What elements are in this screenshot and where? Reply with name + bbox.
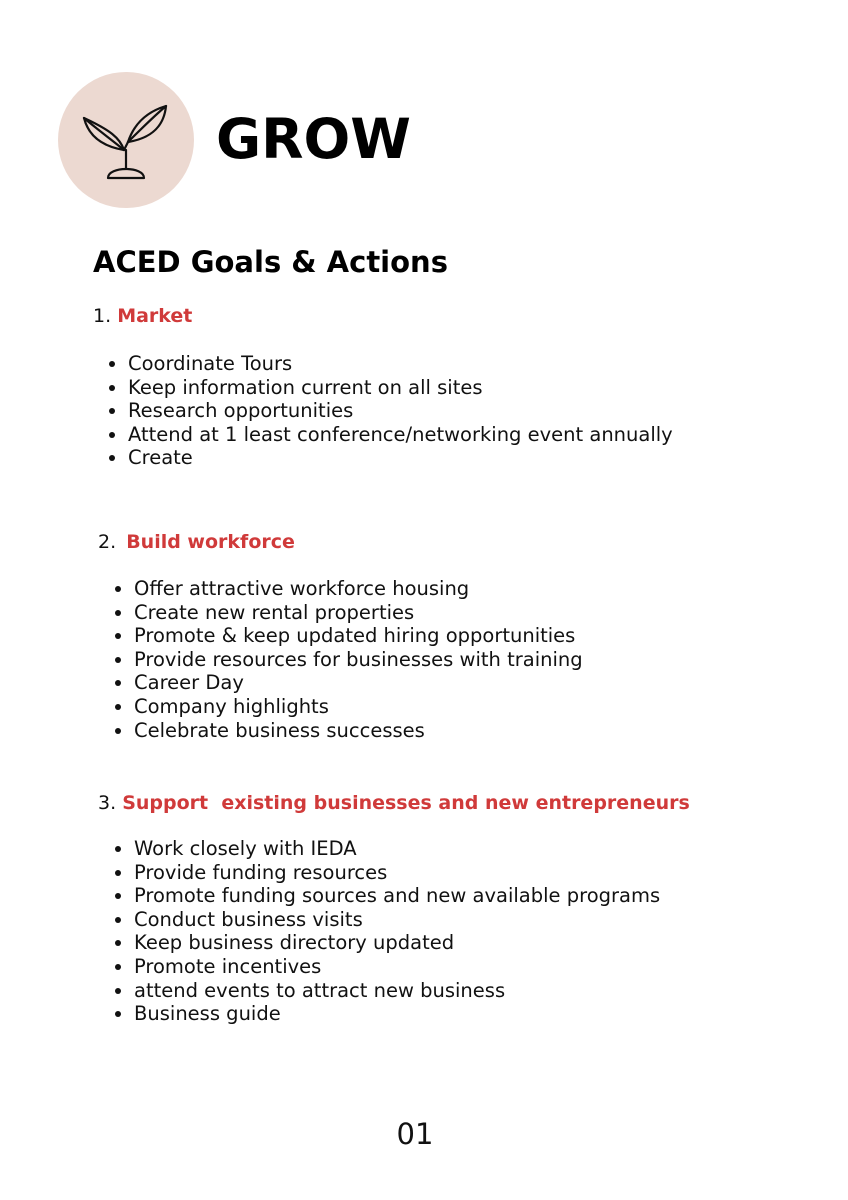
logo-circle <box>58 72 194 208</box>
list-item: Provide funding resources <box>111 861 660 885</box>
section-1-number: 1. <box>93 305 112 327</box>
list-item: Business guide <box>111 1002 660 1026</box>
list-item: Work closely with IEDA <box>111 837 660 861</box>
list-item: Offer attractive workforce housing <box>111 577 583 601</box>
list-item: Create new rental properties <box>111 601 583 625</box>
list-item: Create <box>105 446 673 470</box>
section-heading: ACED Goals & Actions <box>93 245 448 279</box>
list-item: attend events to attract new business <box>111 979 660 1003</box>
list-item: Career Day <box>111 671 583 695</box>
list-item: Conduct business visits <box>111 908 660 932</box>
list-item: Provide resources for businesses with training <box>111 648 583 672</box>
section-2-title: Build workforce <box>126 531 295 553</box>
list-item: Keep business directory updated <box>111 931 660 955</box>
section-3-number: 3. <box>98 792 117 814</box>
list-item: Promote & keep updated hiring opportunities <box>111 624 583 648</box>
section-3-heading <box>98 790 690 816</box>
list-item: Research opportunities <box>105 399 673 423</box>
list-item: Promote incentives <box>111 955 660 979</box>
list-item: Celebrate business successes <box>111 719 583 743</box>
section-1-title: Market <box>117 305 193 327</box>
list-item: Company highlights <box>111 695 583 719</box>
section-3-list <box>111 837 660 1026</box>
section-2-list <box>111 577 583 742</box>
section-1-list <box>105 352 673 470</box>
section-2-heading <box>98 529 295 555</box>
list-item: Attend at 1 least conference/networking event annually <box>105 423 673 447</box>
list-item: Promote funding sources and new available programs <box>111 884 660 908</box>
section-3-title: Support existing businesses and new entrepreneurs <box>122 792 690 814</box>
section-1-heading <box>93 303 192 329</box>
section-2-number: 2. <box>98 531 117 553</box>
list-item: Coordinate Tours <box>105 352 673 376</box>
sprout-icon <box>80 94 172 186</box>
page-number: 01 <box>396 1117 434 1151</box>
page-title: GROW <box>216 107 411 171</box>
list-item: Keep information current on all sites <box>105 376 673 400</box>
